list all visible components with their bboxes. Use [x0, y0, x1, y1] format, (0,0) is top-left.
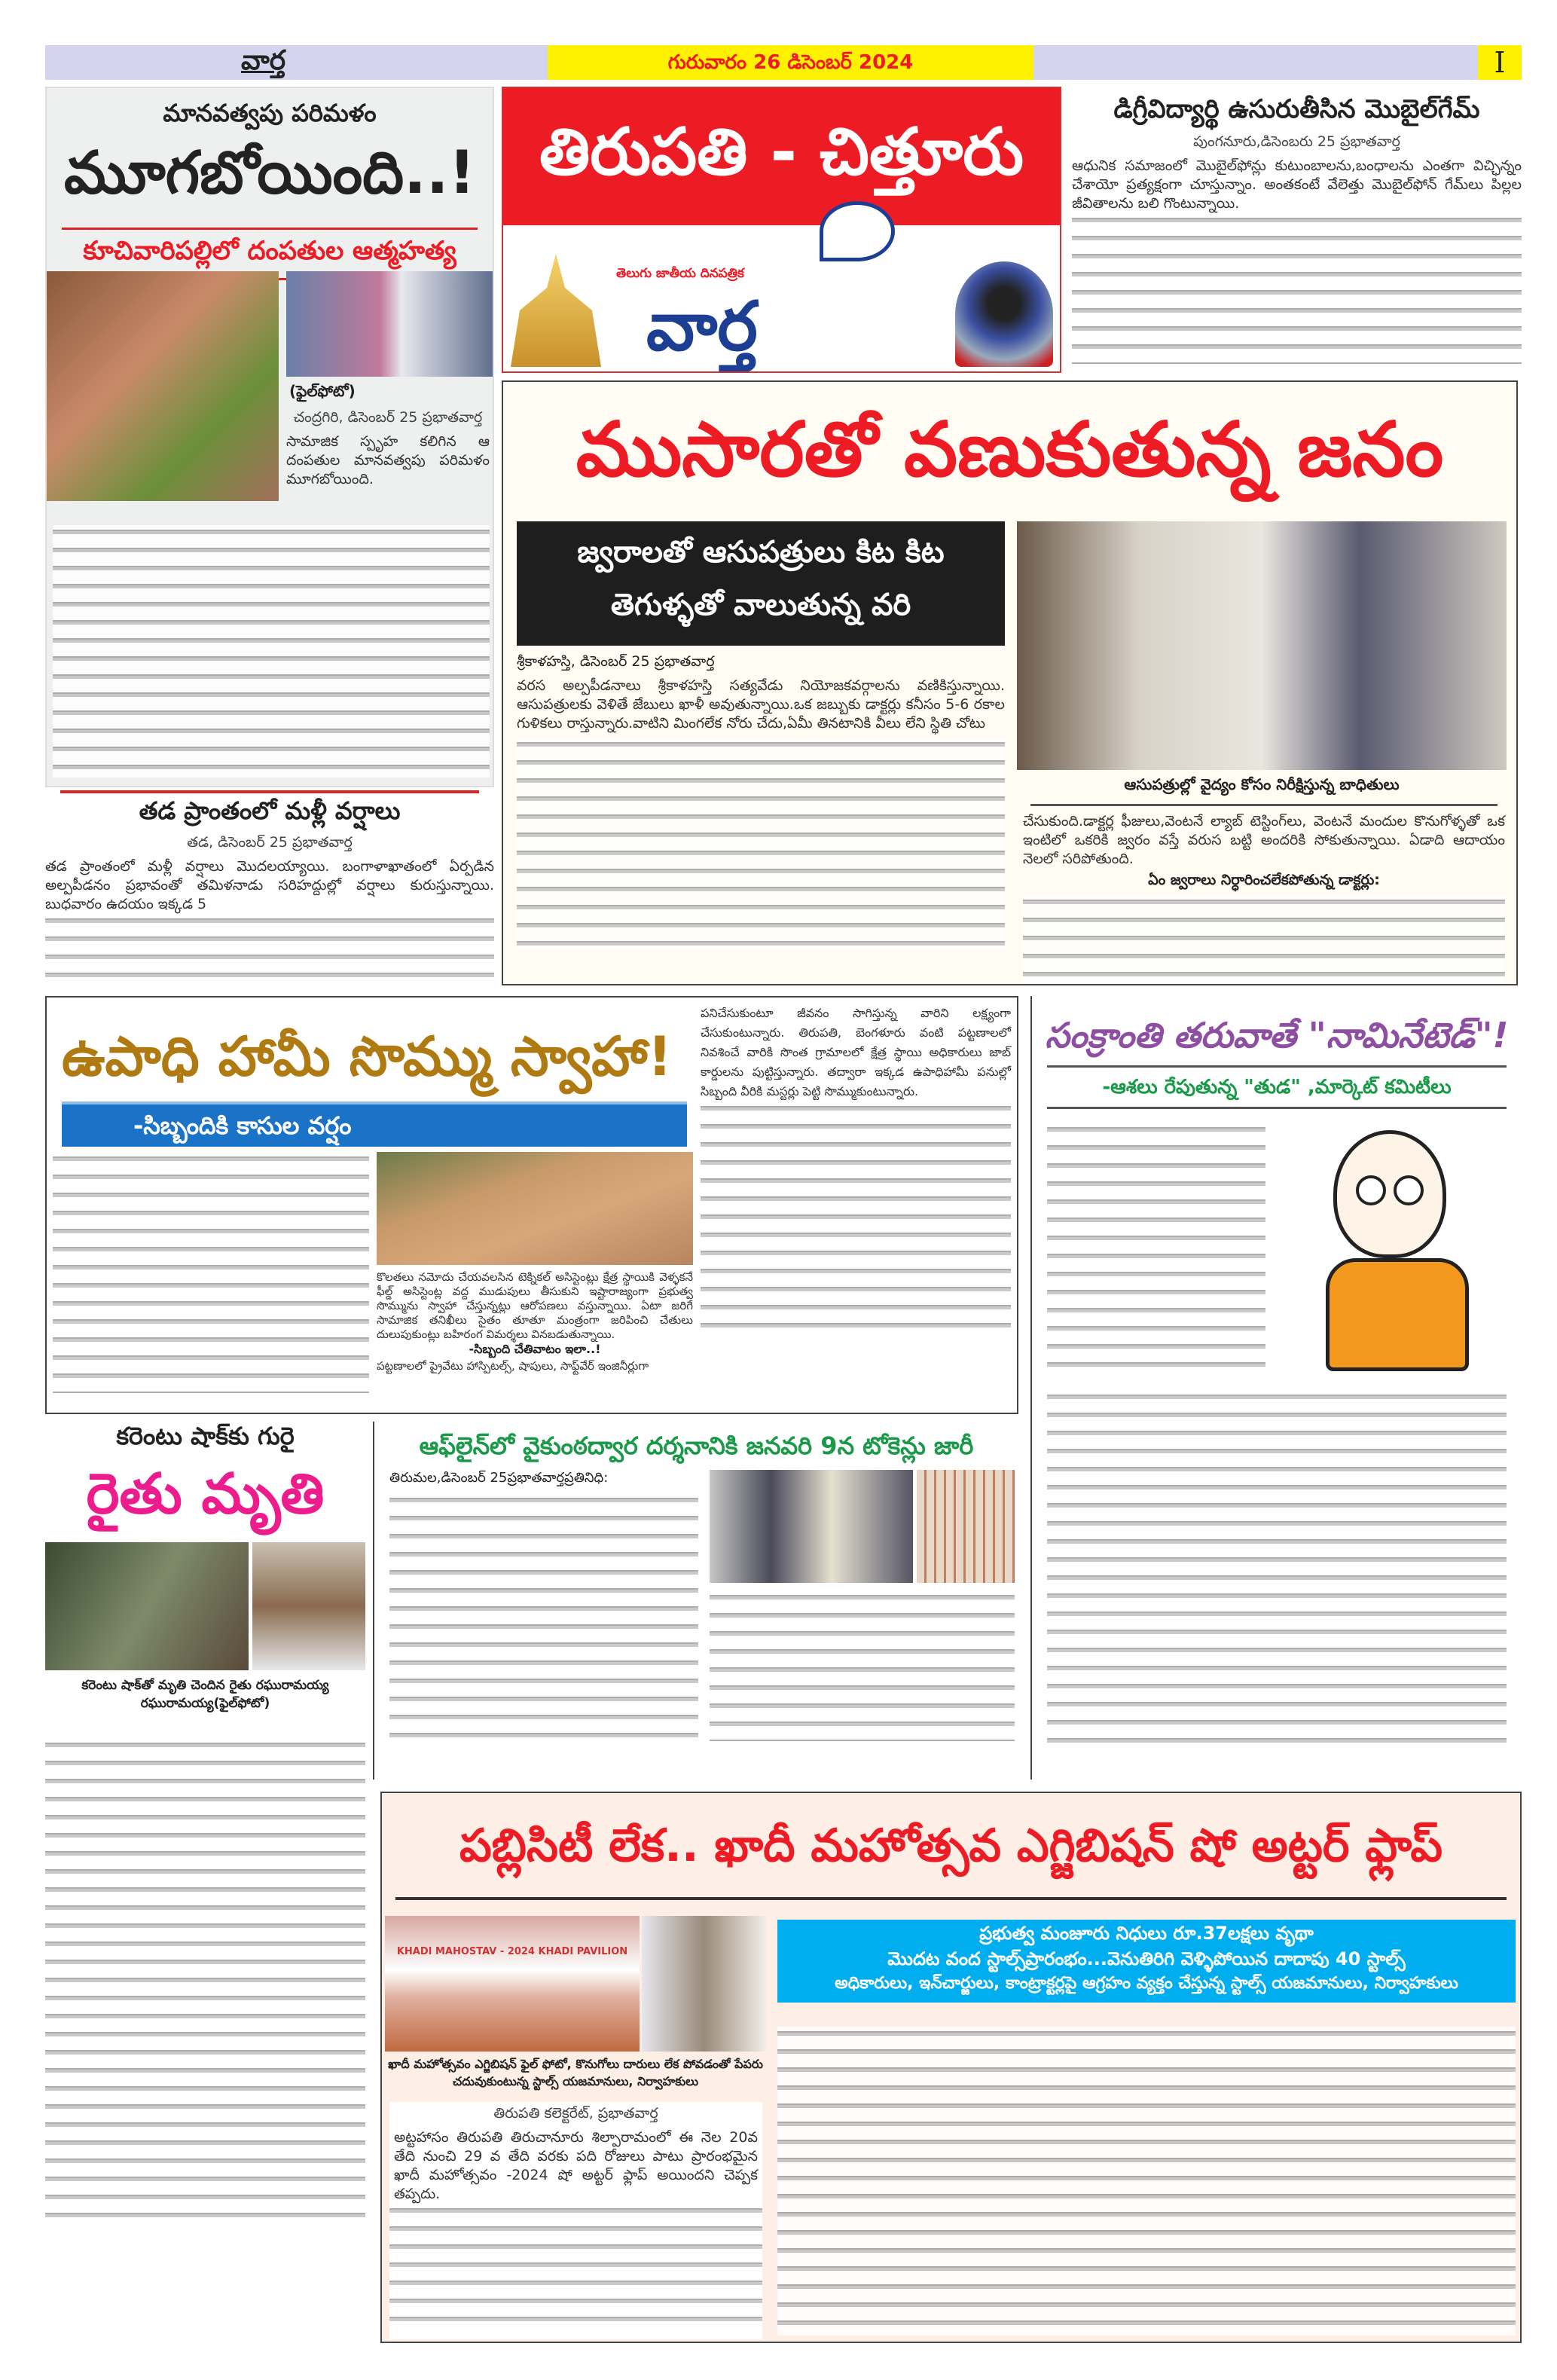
couple-portrait-photo — [286, 271, 494, 377]
deck-box — [777, 1920, 1516, 2003]
headline: ఉపాధి హామీ సొమ్ము స్వాహా! — [62, 1025, 673, 1088]
exhibition-banner-text: KHADI MAHOSTAV - 2024 KHADI PAVILION — [396, 1946, 628, 1957]
article-body-3: పట్టణాలలో ప్రైవేటు హాస్పిటల్స్, షాపులు, సాఫ్ట్‌వేర్ ఇంజినీర్లుగా — [377, 1359, 649, 1373]
nominated-posts-story — [1030, 996, 1522, 1780]
article-body-2 — [777, 2027, 1516, 2336]
dove-logo-icon — [820, 201, 895, 261]
header-logo: వార్త — [241, 45, 286, 76]
officials-photo — [710, 1470, 913, 1583]
headline: డిగ్రీవిద్యార్థి ఉసురుతీసిన మొబైల్‌గేమ్ — [1113, 94, 1480, 124]
worried-man-cartoon — [1281, 1123, 1507, 1379]
couple-photo — [47, 271, 279, 501]
hospital-photo — [1017, 521, 1507, 770]
subhead-box — [517, 521, 1005, 646]
article-body — [45, 1738, 365, 2228]
article-body: ఆధునిక సమాజంలో మొబైల్‌ఫోన్లు కుటుంబాలను,బంధాలను ఎంతగా విచ్ఛిన్నం చేశాయో ప్రత్యక్షంగా చూస్తున్నాం. అంతకంటే వేలెత్తు మొబైల్‌ఫోన్ గేమ్‌లు పిల్లల జీవితాలను బలి గొంటున్నాయి. — [1072, 157, 1522, 212]
subsection-heading: -సిబ్బంది చేతివాటం ఇలా..! — [469, 1342, 601, 1356]
photo-caption: ఆసుపత్రుల్లో వైద్యం కోసం నిరీక్షిస్తున్న బాధితులు — [1124, 775, 1400, 793]
temple-gopuram-image — [511, 254, 601, 367]
dateline: శ్రీకాళహస్తి, డిసెంబర్ 25 ప్రభాతవార్త — [517, 653, 715, 670]
dateline: తడ, డిసెంబర్ 25 ప్రభాతవార్త — [187, 834, 353, 851]
queue-complex-photo — [917, 1470, 1015, 1583]
photo-caption: ఖాదీ మహోత్సవం ఎగ్జిబిషన్ ఫైల్ ఫోటో, కొనుగోలు దారులు లేక పోవడంతో పేపరు చదువుకుంటున్న స్టాల్స్ యజమానులు, నిర్వాహకులు — [388, 2057, 763, 2088]
dateline: తిరుమల,డిసెంబర్ 25ప్రభాతవార్తప్రతినిధి: — [389, 1470, 609, 1486]
article-body-col2: పనిచేసుకుంటూ జీవనం సాగిస్తున్న వారిని లక్ష్యంగా చేసుకుంటున్నారు. తిరుపతి, బెంగళూరు వంటి పట్టణాలలో నివశించే వారికి సొంత గ్రామాలలో క్షేత్ర స్థాయి అధికారులు జాబ్ కార్డులను పుట్టిస్తున్నారు. తద్వారా ఇక్కడ ఉపాధిహామీ పనుల్లో సిబ్బంది వీరికి మస్టర్లు పెట్టి సొమ్ముకుంటున్నారు. — [701, 1006, 1011, 1098]
worksite-photo — [377, 1152, 693, 1265]
subhead: -సిబ్బందికి కాసుల వర్షం — [133, 1111, 352, 1140]
article-body — [53, 1152, 369, 1393]
dateline: చంద్రగిరి, డిసెంబర్ 25 ప్రభాతవార్త — [293, 409, 483, 426]
accident-photo — [45, 1542, 249, 1670]
subsection-heading: ఏం జ్వరాలు నిర్ధారించలేకపోతున్న డాక్టర్లు: — [1148, 872, 1380, 888]
masthead — [502, 87, 1061, 373]
article-body: తడ ప్రాంతంలో మళ్లీ వర్షాలు మొదలయ్యాయి. బంగాళాఖాతంలో ఏర్పడిన అల్పపీడనం ప్రభావంతో తమిళనాడు సరిహద్దుల్లో వర్షాలు కురుస్తున్నాయి. బుధవారం ఉదయం ఇక్కడ 5 — [45, 858, 494, 912]
mobile-game-story — [1072, 87, 1522, 373]
farmer-death-story — [45, 1422, 365, 2234]
body-continued — [53, 525, 490, 778]
article-body-2: కొలతలు నమోదు చేయవలసిన టెక్నికల్ అసిస్టెంట్లు క్షేత్ర స్థాయికి వెళ్ళకనే ఫీల్డ్ అసిస్టెంట్ల వద్ద ముడుపులు తీసుకుని ఇష్టారాజ్యంగా ప్రభుత్వ సొమ్మును స్వాహా చేస్తున్నట్లు ఆరోపణలు వస్తున్నాయి. ఏటా జరిగే సామాజిక తనిఖీలు సైతం తూతూ మంత్రంగా జరిపించి చేతులు దులుపుకుంట్లు బహిరంగ విమర్శలు వినబడుతున్నాయి. — [377, 1270, 693, 1341]
kicker: మానవత్వపు పరిమళం — [163, 99, 377, 127]
article-body: వరస అల్పపీడనాలు శ్రీకాళహస్తి సత్యవేడు నియోజకవర్గాలను వణికిస్తున్నాయి. ఆసుపత్రులకు వెళితే జేబులు ఖాళీ అవుతున్నాయి.ఒక జబ్బుకు డాక్టర్లు కనీసం 5-6 రకాల గుళికలు రాస్తున్నారు.వాటిని మింగలేక నోరు చేదు,ఏమీ తినటానికి వీలు లేని స్థితి చోటు — [517, 677, 1005, 732]
subhead-bar — [62, 1101, 687, 1147]
headline: ముసారతో వణుకుతున్న జనం — [575, 405, 1444, 493]
page-number: I — [1478, 45, 1522, 80]
headline: రైతు మృతి — [86, 1462, 325, 1526]
article-body — [389, 1493, 698, 1742]
rain-story — [45, 787, 494, 985]
deck-line-1: ప్రభుత్వ మంజూరు నిధులు రూ.37లక్షలు వృథా — [979, 1923, 1314, 1944]
region-title: తిరుపతి - చిత్తూరు — [539, 115, 1024, 190]
dateline: పుంగనూరు,డిసెంబరు 25 ప్రభాతవార్త — [1193, 133, 1400, 150]
headline: తడ ప్రాంతంలో మళ్లీ వర్షాలు — [139, 796, 401, 825]
deck-line-3: అధికారులు, ఇన్‌చార్జులు, కాంట్రాక్టర్లపై ఆగ్రహం వ్యక్తం చేస్తున్న స్టాల్స్ యజమానులు, నిర్వాహకులు — [835, 1974, 1458, 1993]
stall-owners-photo — [642, 1916, 766, 2052]
tagline: తెలుగు జాతీయ దినపత్రిక — [616, 266, 744, 281]
deck-line-2: మొదట వంద స్టాల్స్‌ప్రారంభం...వెనుతిరిగి వెళ్ళిపోయిన దాదాపు 40 స్టాల్స్ — [887, 1948, 1406, 1969]
subhead: -ఆశలు రేపుతున్న "తుడ" ,మార్కెట్ కమిటీలు — [1102, 1076, 1452, 1098]
photo-credit: (ఫైల్‌ఫోటో) — [289, 382, 356, 400]
dateline: తిరుపతి కలెక్టరేట్, ప్రభాతవార్త — [493, 2105, 658, 2122]
couple-story — [45, 87, 494, 787]
article-body — [1047, 1123, 1265, 1379]
cold-wave-story — [502, 380, 1518, 985]
photo-caption: కరెంటు షాక్‌తో మృతి చెందిన రైతు రఘురామయ్య రఘురామయ్య(ఫైల్‌ఫోటో) — [81, 1678, 329, 1711]
article-body: సామాజిక స్పృహ కలిగిన ఆ దంపతుల మానవత్వపు పరిమళం మూగబోయింది. — [286, 433, 490, 487]
khadi-story — [380, 1792, 1522, 2343]
deity-image — [955, 261, 1053, 367]
article-body-2: చేసుకుంది.డాక్టర్ల ఫీజులు,వెంటనే ల్యాబ్ టెస్టింగ్‌లు, వెంటనే మందుల కొనుగోళ్ళతో ఒక ఇంటిలో ఒకరికి జ్వరం వస్తే వరుస బట్టి అందరికి సోకుతున్నాయి. ఏడాది ఆదాయం నెలలో సరిపోతుంది. — [1023, 813, 1505, 867]
kicker: కరెంటు షాక్‌కు గురై — [116, 1422, 295, 1450]
header-date: గురువారం 26 డిసెంబర్ 2024 — [548, 45, 1033, 80]
khadi-exhibition-photo — [385, 1916, 640, 2052]
subhead-1: జ్వరాలతో ఆసుపత్రులు కిట కిట — [577, 535, 945, 570]
article-body: అట్టహాసం తిరుపతి తిరుచానూరు శిల్పారామంలో ఈ నెల 20వ తేది నుంచి 29 వ తేది వరకు పది రోజులు పాటు ప్రారంభమైన ఖాదీ మహోత్సవం -2024 షో అట్టర్ ఫ్లాప్ అయిందని చెప్పక తప్పదు. — [394, 2129, 758, 2202]
headline: పబ్లిసిటీ లేక.. ఖాదీ మహోత్సవ ఎగ్జిబిషన్ షో అట్టర్ ఫ్లాప్ — [459, 1819, 1443, 1872]
masthead-logo: వార్త — [646, 287, 758, 366]
article-body-2 — [1047, 1390, 1507, 1744]
nrega-story — [45, 996, 1018, 1414]
subhead: కూచివారిపల్లిలో దంపతుల ఆత్మహత్య — [83, 236, 456, 266]
article-body-2 — [710, 1590, 1015, 1741]
farmer-portrait — [252, 1542, 365, 1670]
headline: సంక్రాంతి తరువాతే "నామినేటెడ్"! — [1045, 1015, 1509, 1056]
headline: ఆఫ్‌లైన్‌లో వైకుంఠద్వార దర్శనానికి జనవరి 9న టోకెన్లు జారీ — [419, 1431, 974, 1460]
headline: మూగబోయింది..! — [63, 139, 476, 207]
vaikunta-token-story — [373, 1422, 1018, 1780]
subhead-2: తెగుళ్ళతో వాలుతున్న వరి — [610, 588, 911, 622]
